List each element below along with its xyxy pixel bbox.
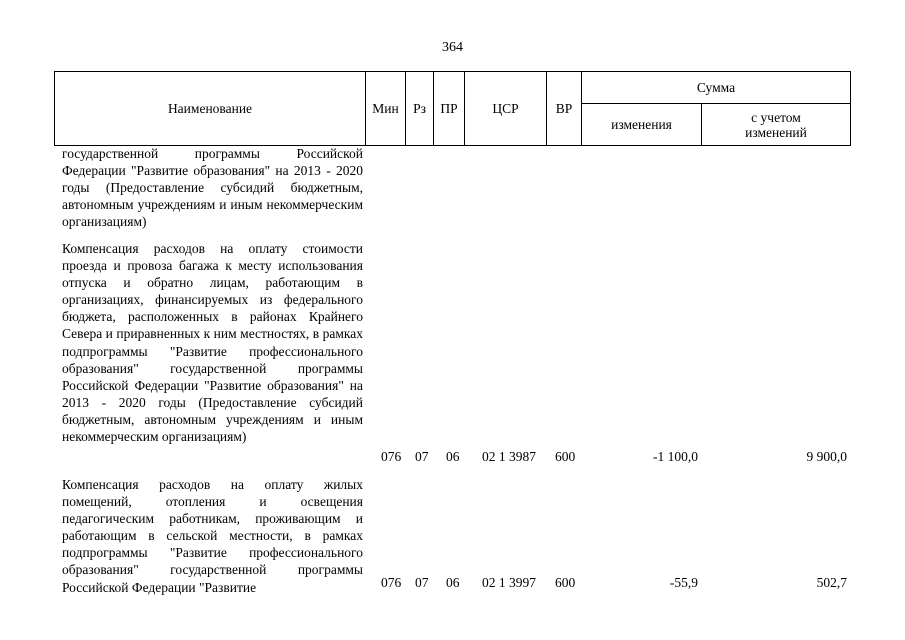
row-rz: 07 [415,449,429,464]
header-sum: Сумма [696,80,736,95]
page-number: 364 [442,40,463,55]
row-rz: 07 [415,575,429,590]
header-vr: ВР [555,101,573,116]
row-total: 502,7 [816,575,847,590]
header-with-change-line1: с учетом [751,109,801,125]
header-with-change-line2: изменений [745,124,807,140]
header-change: изменения [611,117,672,132]
row-change: -1 100,0 [653,449,698,464]
header-name: Наименование [167,101,253,116]
row-total: 9 900,0 [806,449,847,464]
header-min: Мин [372,101,399,116]
row-pr: 06 [446,449,460,464]
row-name: Компенсация расходов на оплату жилых помещений, отопления и освещения педагогическим работникам, проживающим и работающим в сельской местности, в рамках подпрограммы "Развитие профессионального образования" государственной программы Российской Федерации "Развитие [62,477,363,595]
row-vr: 600 [555,449,576,464]
row-name: Компенсация расходов на оплату стоимости проезда и провоза багажа к месту использования отпуска и обратно лицам, работающим в организациях, финансируемых из федерального бюджета, расположенных в районах Крайнего Севера и приравненных к ним местностях, в рамках подпрограммы "Развитие профессионального образования" государственной программы Российской Федерации "Развитие образования" на 2013 - 2020 годы (Предоставление субсидий бюджетным, автономным учреждениям и иным некоммерческим организациям) [62,241,363,445]
header-right-border [850,71,851,146]
header-pr: ПР [440,101,458,116]
row-csr: 02 1 3987 [482,449,536,464]
row-csr: 02 1 3997 [482,575,536,590]
header-with-change [702,104,850,145]
row-min: 076 [381,449,402,464]
row-change: -55,9 [669,575,698,590]
table-header [54,71,851,146]
row-min: 076 [381,575,402,590]
row-pr: 06 [446,575,460,590]
row-name: государственной программы Российской Федерации "Развитие образования" на 2013 - 2020 годы (Предоставление субсидий бюджетным, автономным учреждениям и иным некоммерческим организациям) [62,146,363,230]
header-csr: ЦСР [492,101,519,116]
row-vr: 600 [555,575,576,590]
header-rz: Рз [413,101,426,116]
